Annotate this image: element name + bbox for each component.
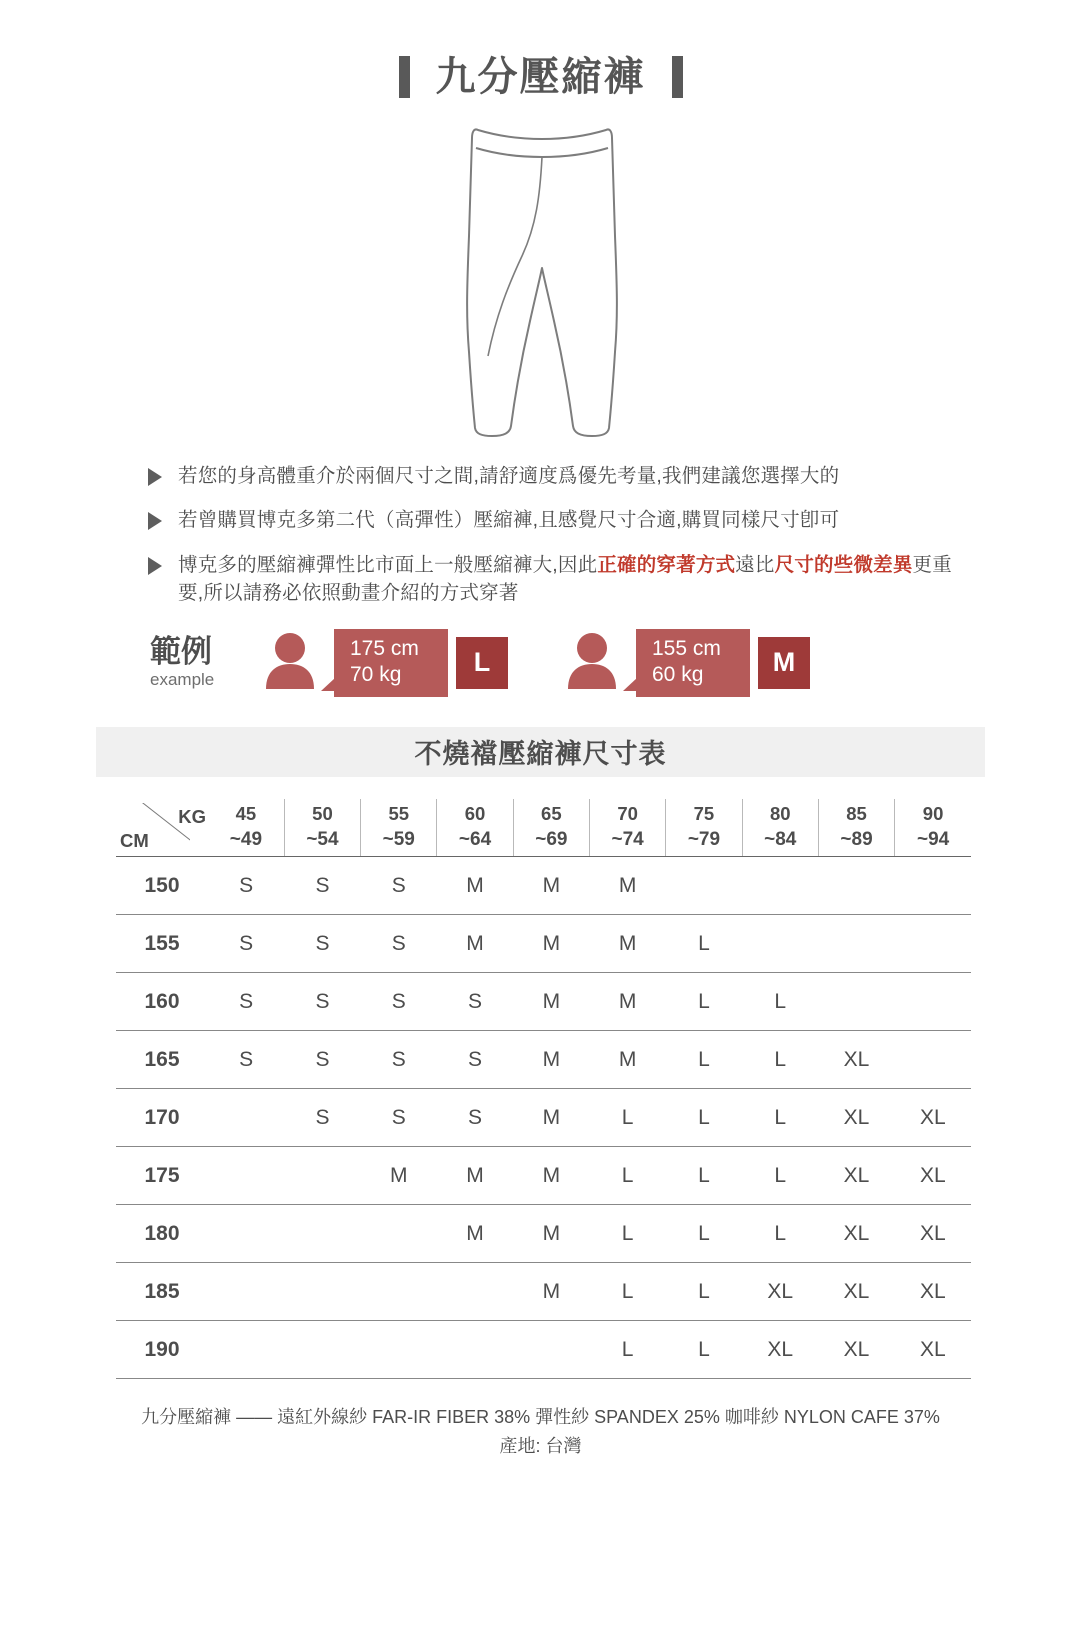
- size-cell: [437, 1321, 513, 1379]
- example-label-cn: 範例: [150, 633, 212, 669]
- cm-row-header: 170: [144, 1105, 180, 1129]
- triangle-right-icon: [148, 512, 162, 530]
- example-case: [564, 629, 810, 697]
- size-cell: XL: [919, 1337, 946, 1361]
- size-cell: M: [542, 1163, 561, 1187]
- size-cell: [284, 1263, 360, 1321]
- size-cell: XL: [767, 1279, 794, 1303]
- example-height: 175 cm: [350, 637, 419, 661]
- size-cell: XL: [843, 1279, 870, 1303]
- example-case: [262, 629, 508, 697]
- size-cell: [208, 1147, 284, 1205]
- size-cell: L: [774, 1047, 787, 1071]
- example-label: [150, 633, 262, 691]
- size-cell: [361, 1205, 437, 1263]
- size-cell: XL: [767, 1337, 794, 1361]
- note-segment: 博克多的壓縮褲彈性比市面上一般壓縮褲大,因此: [178, 553, 598, 576]
- size-cell: S: [391, 1047, 406, 1071]
- example-section: [0, 629, 1081, 697]
- size-cell: S: [315, 1047, 330, 1071]
- size-cell: XL: [919, 1279, 946, 1303]
- size-cell: [742, 857, 818, 915]
- size-cell: L: [621, 1279, 634, 1303]
- size-cell: S: [391, 989, 406, 1013]
- size-cell: L: [774, 1221, 787, 1245]
- size-cell: S: [239, 931, 254, 955]
- size-table-body: [116, 857, 971, 1379]
- size-cell: M: [618, 1047, 637, 1071]
- corner-cm-label: CM: [120, 830, 149, 852]
- table-row: [116, 857, 971, 915]
- corner-kg-label: KG: [178, 805, 206, 827]
- size-cell: XL: [919, 1163, 946, 1187]
- footer: [0, 1403, 1081, 1461]
- size-cell: M: [542, 1047, 561, 1071]
- kg-range: ~69: [535, 828, 568, 850]
- kg-value: 80: [769, 803, 791, 824]
- table-row: [116, 973, 971, 1031]
- example-measurements: [636, 629, 750, 697]
- size-cell: [818, 857, 894, 915]
- size-cell: [895, 915, 971, 973]
- kg-value: 60: [464, 803, 486, 824]
- kg-value: 85: [846, 803, 867, 824]
- size-cell: XL: [843, 1221, 870, 1245]
- cm-row-header: 175: [144, 1163, 180, 1187]
- size-cell: XL: [843, 1337, 870, 1361]
- size-cell: L: [698, 1047, 710, 1071]
- size-cell: [437, 1263, 513, 1321]
- size-cell: M: [618, 931, 637, 955]
- size-cell: L: [698, 1105, 710, 1129]
- size-cell: S: [315, 873, 330, 897]
- kg-value: 70: [617, 803, 638, 824]
- kg-value: 45: [235, 803, 257, 824]
- size-cell: L: [621, 1337, 634, 1361]
- note-text: [178, 551, 961, 608]
- size-cell: L: [774, 1163, 787, 1187]
- size-cell: [361, 1321, 437, 1379]
- size-cell: [284, 1147, 360, 1205]
- note-item: [148, 462, 961, 490]
- note-segment: 若您的身高體重介於兩個尺寸之間,請舒適度爲優先考量,我們建議您選擇大的: [178, 465, 840, 487]
- kg-range: ~89: [840, 828, 873, 850]
- size-cell: L: [698, 1279, 710, 1303]
- size-cell: M: [542, 1221, 561, 1245]
- vertical-bar-icon: [399, 56, 410, 98]
- size-cell: L: [774, 1105, 787, 1129]
- example-label-en: example: [150, 670, 215, 690]
- size-cell: L: [698, 1163, 710, 1187]
- note-segment: 更重要,所以請務必依照動畫介紹的方式穿著: [178, 553, 952, 604]
- example-height: 155 cm: [652, 637, 721, 661]
- size-cell: M: [618, 873, 637, 897]
- size-cell: L: [621, 1163, 634, 1187]
- triangle-right-icon: [148, 468, 162, 486]
- size-cell: M: [542, 931, 561, 955]
- size-cell: [208, 1321, 284, 1379]
- kg-range: ~84: [764, 828, 797, 850]
- table-row: [116, 1263, 971, 1321]
- kg-column-header: [589, 799, 665, 857]
- size-cell: S: [239, 989, 254, 1013]
- fabric-composition: 九分壓縮褲 —— 遠紅外線紗 FAR-IR FIBER 38% 彈性紗 SPANDEX 25% 咖啡紗 NYLON CAFE 37%: [141, 1407, 940, 1428]
- note-segment: 若曾購買博克多第二代（高彈性）壓縮褲,且感覺尺寸合適,購買同樣尺寸卽可: [178, 509, 840, 532]
- size-cell: [361, 1263, 437, 1321]
- size-cell: S: [315, 989, 330, 1013]
- size-cell: M: [466, 1221, 484, 1245]
- example-size-chip: M: [758, 637, 810, 689]
- compression-pants-illustration: [0, 116, 1081, 446]
- size-table: [116, 799, 971, 1380]
- kg-column-header: [742, 799, 818, 857]
- kg-range: ~94: [916, 828, 950, 850]
- kg-range: ~79: [687, 828, 721, 850]
- size-cell: XL: [919, 1105, 946, 1129]
- size-cell: L: [698, 931, 710, 955]
- size-cell: XL: [843, 1047, 870, 1071]
- size-cell: M: [542, 1105, 561, 1129]
- kg-value: 65: [541, 803, 562, 824]
- size-cell: L: [698, 989, 710, 1013]
- table-row: [116, 1089, 971, 1147]
- size-cell: [666, 857, 742, 915]
- size-cell: L: [621, 1105, 634, 1129]
- table-row: [116, 1205, 971, 1263]
- note-segment-highlight: 尺寸的些微差異: [774, 553, 913, 576]
- size-cell: M: [542, 873, 561, 897]
- kg-range: ~49: [229, 828, 263, 850]
- kg-column-header: [666, 799, 742, 857]
- table-title-text: 不燒襠壓縮褲尺寸表: [414, 739, 667, 770]
- cm-row-header: 160: [144, 989, 180, 1013]
- size-cell: [513, 1321, 589, 1379]
- size-cell: S: [391, 873, 406, 897]
- table-row: [116, 1321, 971, 1379]
- size-cell: XL: [843, 1163, 870, 1187]
- size-cell: [895, 857, 971, 915]
- note-text: [178, 462, 839, 490]
- cm-row-header: 150: [144, 873, 180, 897]
- kg-value: 90: [922, 803, 944, 824]
- size-cell: S: [468, 1047, 483, 1071]
- note-segment: 遠比: [735, 553, 775, 576]
- cm-row-header: 185: [144, 1279, 180, 1303]
- size-cell: [208, 1089, 284, 1147]
- table-row: [116, 1031, 971, 1089]
- example-measurements: [334, 629, 448, 697]
- size-cell: M: [542, 989, 561, 1013]
- note-item: [148, 506, 961, 534]
- size-cell: XL: [919, 1221, 946, 1245]
- table-corner-cell: [116, 799, 208, 857]
- size-cell: L: [698, 1221, 710, 1245]
- size-cell: M: [466, 1163, 484, 1187]
- size-cell: [208, 1205, 284, 1263]
- example-weight: 60 kg: [652, 663, 704, 687]
- notes-list: [0, 462, 1081, 607]
- size-cell: [895, 1031, 971, 1089]
- cm-row-header: 190: [144, 1337, 180, 1361]
- size-cell: L: [621, 1221, 634, 1245]
- size-table-header-row: [116, 799, 971, 857]
- kg-column-header: [361, 799, 437, 857]
- size-cell: [742, 915, 818, 973]
- size-cell: M: [466, 873, 484, 897]
- size-cell: [284, 1205, 360, 1263]
- kg-range: ~64: [458, 828, 492, 850]
- size-cell: [895, 973, 971, 1031]
- size-cell: XL: [843, 1105, 870, 1129]
- size-cell: L: [698, 1337, 710, 1361]
- size-cell: M: [466, 931, 484, 955]
- size-cell: S: [315, 931, 330, 955]
- kg-column-header: [437, 799, 513, 857]
- size-cell: S: [391, 1105, 406, 1129]
- table-row: [116, 915, 971, 973]
- kg-range: ~54: [306, 828, 339, 850]
- triangle-right-icon: [148, 557, 162, 575]
- kg-value: 50: [312, 803, 333, 824]
- person-icon: [262, 631, 318, 694]
- kg-column-header: [284, 799, 360, 857]
- size-table-head: [116, 799, 971, 857]
- size-cell: L: [774, 989, 787, 1013]
- size-cell: M: [389, 1163, 408, 1187]
- size-cell: M: [618, 989, 637, 1013]
- size-cell: S: [468, 1105, 483, 1129]
- size-cell: S: [468, 989, 483, 1013]
- size-cell: S: [315, 1105, 330, 1129]
- kg-range: ~74: [611, 828, 644, 850]
- kg-column-header: [208, 799, 284, 857]
- size-cell: S: [391, 931, 406, 955]
- size-cell: [284, 1321, 360, 1379]
- size-cell: [818, 973, 894, 1031]
- table-row: [116, 1147, 971, 1205]
- kg-range: ~59: [382, 828, 415, 850]
- cm-row-header: 155: [144, 931, 180, 955]
- example-weight: 70 kg: [350, 663, 402, 687]
- size-cell: S: [239, 1047, 254, 1071]
- note-segment-highlight: 正確的穿著方式: [597, 553, 736, 576]
- page-title: [0, 0, 1081, 98]
- size-cell: [818, 915, 894, 973]
- vertical-bar-icon: [672, 56, 683, 98]
- example-size-chip: L: [456, 637, 508, 689]
- kg-column-header: [895, 799, 971, 857]
- kg-value: 75: [693, 803, 715, 824]
- table-title-band: [96, 727, 985, 777]
- note-item: [148, 551, 961, 608]
- kg-column-header: [513, 799, 589, 857]
- origin-text: 產地: 台灣: [499, 1435, 582, 1456]
- person-icon: [564, 631, 620, 694]
- page-title-text: 九分壓縮褲: [435, 55, 646, 99]
- kg-column-header: [818, 799, 894, 857]
- cm-row-header: 180: [144, 1221, 180, 1245]
- size-cell: [208, 1263, 284, 1321]
- size-cell: S: [239, 873, 254, 897]
- note-text: [178, 506, 839, 534]
- cm-row-header: 165: [144, 1047, 180, 1071]
- size-cell: M: [542, 1279, 561, 1303]
- kg-value: 55: [388, 803, 410, 824]
